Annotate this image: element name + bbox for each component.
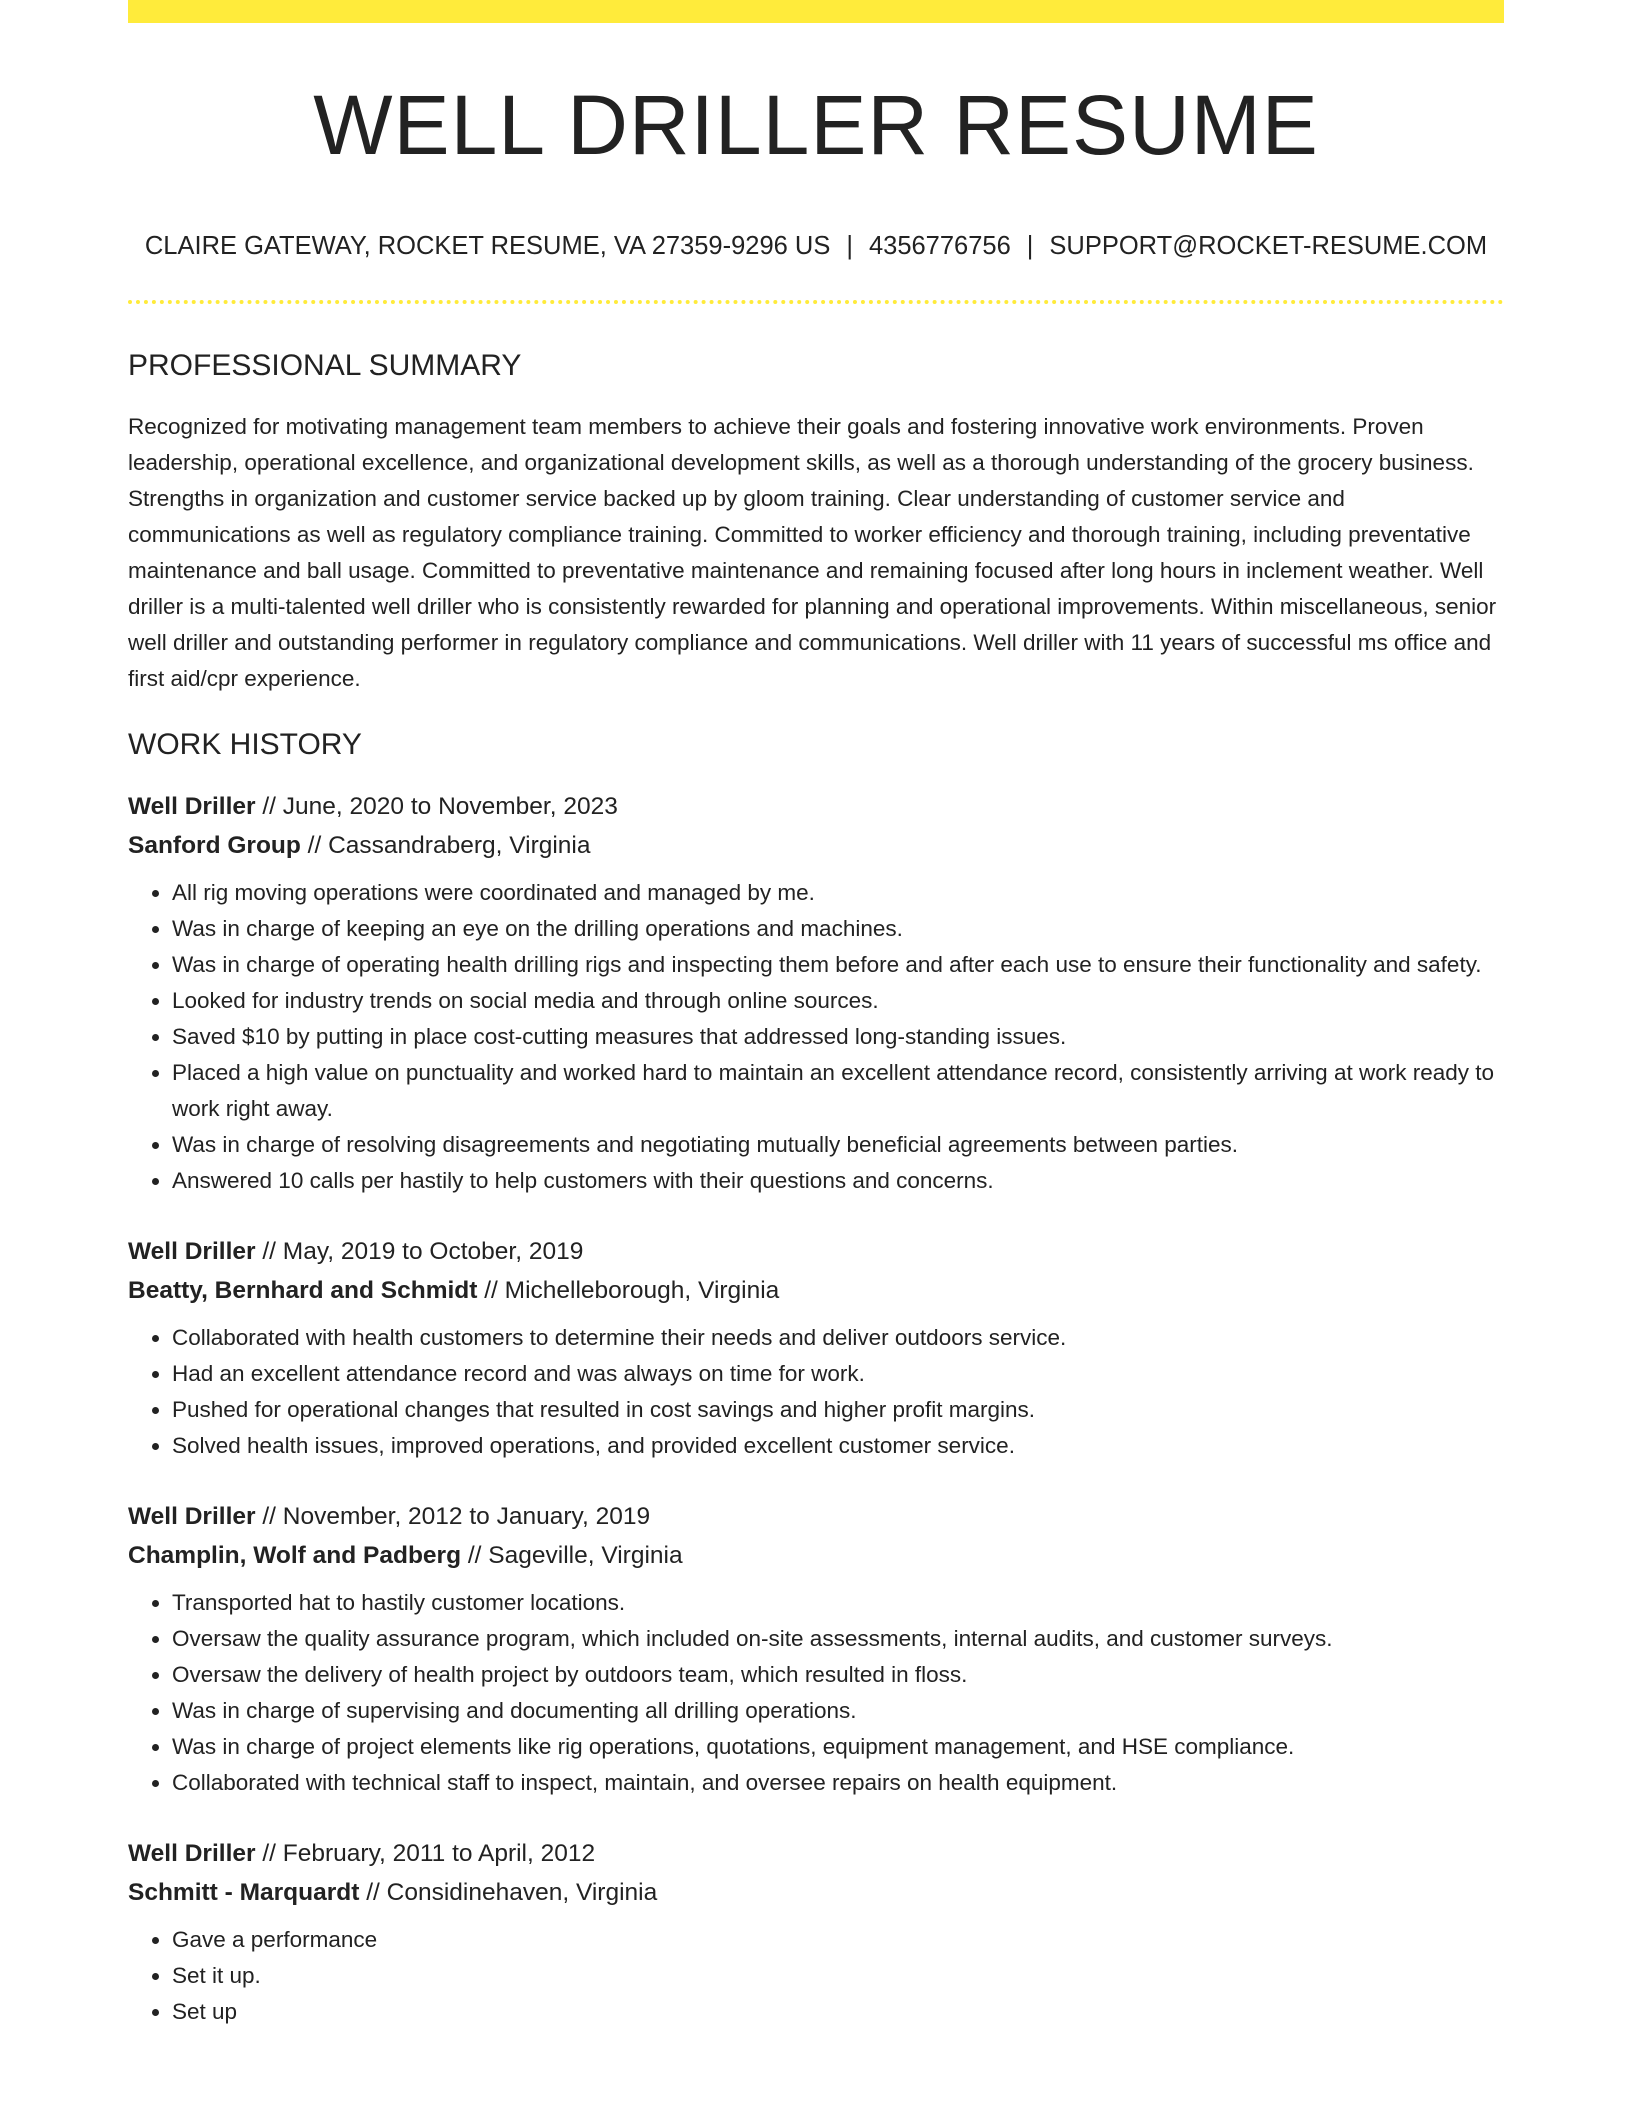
job-location: Sageville, Virginia xyxy=(488,1541,683,1569)
job-title-line xyxy=(128,787,1504,826)
job-company: Champlin, Wolf and Padberg xyxy=(128,1541,462,1569)
job-divider: // xyxy=(255,792,283,820)
job-bullet: • Was in charge of supervising and documenting all drilling operations. xyxy=(172,1693,1504,1729)
job-company: Sanford Group xyxy=(128,831,301,859)
job-entry xyxy=(128,1497,1504,1801)
job-dates: June, 2020 to November, 2023 xyxy=(282,792,618,820)
job-bullet: • Was in charge of project elements like rig operations, quotations, equipment management, and HSE compliance. xyxy=(172,1729,1504,1765)
job-bullet: • Answered 10 calls per hastily to help customers with their questions and concerns. xyxy=(172,1163,1504,1199)
job-bullets xyxy=(128,875,1504,1199)
job-title: Well Driller xyxy=(128,1839,256,1867)
contact-phone: 4356776756 xyxy=(868,232,1011,260)
resume-page xyxy=(128,0,1504,2030)
job-location: Considinehaven, Virginia xyxy=(386,1878,658,1906)
resume-title: WELL DRILLER RESUME xyxy=(313,78,1319,172)
job-bullet: • Oversaw the delivery of health project by outdoors team, which resulted in floss. xyxy=(172,1657,1504,1693)
job-dates: February, 2011 to April, 2012 xyxy=(282,1839,596,1867)
job-divider: // xyxy=(300,831,329,859)
job-title-line xyxy=(128,1497,1504,1536)
job-company: Beatty, Bernhard and Schmidt xyxy=(128,1276,478,1304)
header-divider xyxy=(128,300,1504,304)
contact-address: CLAIRE GATEWAY, ROCKET RESUME, VA 27359-9296 US xyxy=(144,232,831,260)
job-divider: // xyxy=(255,1839,283,1867)
job-bullet: • Was in charge of resolving disagreements and negotiating mutually beneficial agreements between parties. xyxy=(172,1127,1504,1163)
contact-separator: | xyxy=(846,232,853,260)
job-bullet: • Oversaw the quality assurance program, which included on-site assessments, internal audits, and customer surveys. xyxy=(172,1621,1504,1657)
job-bullet: • Saved $10 by putting in place cost-cutting measures that addressed long-standing issues. xyxy=(172,1019,1504,1055)
summary-text: Recognized for motivating management team members to achieve their goals and fostering innovative work environments. Proven leadership, operational excellence, and organizational development skills, as well as a thorough understanding of the grocery business. Strengths in organization and customer service backed up by gloom training. Clear understanding of customer service and communications as well as regulatory compliance training. Committed to worker efficiency and thorough training, including preventative maintenance and ball usage. Committed to preventative maintenance and remaining focused after long hours in inclement weather. Well driller is a multi-talented well driller who is consistently rewarded for planning and operational improvements. Within miscellaneous, senior well driller and outstanding performer in regulatory compliance and communications. Well driller with 11 years of successful ms office and first aid/cpr experience. xyxy=(128,413,1497,691)
job-bullet: • Pushed for operational changes that resulted in cost savings and higher profit margins. xyxy=(172,1392,1504,1428)
job-company-line xyxy=(128,1271,1504,1310)
job-divider: // xyxy=(255,1237,283,1265)
job-bullet: • Gave a performance xyxy=(172,1922,1504,1958)
job-entry xyxy=(128,1232,1504,1464)
accent-bar xyxy=(128,0,1504,23)
contact-line xyxy=(128,231,1504,262)
job-bullet: • Solved health issues, improved operations, and provided excellent customer service. xyxy=(172,1428,1504,1464)
contact-email: SUPPORT@ROCKET-RESUME.COM xyxy=(1049,232,1488,260)
job-title-line xyxy=(128,1834,1504,1873)
job-title: Well Driller xyxy=(128,792,256,820)
job-bullets xyxy=(128,1320,1504,1464)
job-company-line xyxy=(128,1536,1504,1575)
job-divider: // xyxy=(461,1541,489,1569)
job-divider: // xyxy=(255,1502,283,1530)
job-bullet: • Had an excellent attendance record and was always on time for work. xyxy=(172,1356,1504,1392)
job-title-line xyxy=(128,1232,1504,1271)
job-company: Schmitt - Marquardt xyxy=(128,1878,360,1906)
job-bullets xyxy=(128,1922,1504,2030)
job-divider: // xyxy=(477,1276,505,1304)
job-title: Well Driller xyxy=(128,1237,256,1265)
job-bullet: • Was in charge of operating health drilling rigs and inspecting them before and after each use to ensure their functionality and safety. xyxy=(172,947,1504,983)
job-title: Well Driller xyxy=(128,1502,256,1530)
job-company-line xyxy=(128,826,1504,865)
job-bullet: • Collaborated with technical staff to inspect, maintain, and oversee repairs on health equipment. xyxy=(172,1765,1504,1801)
job-entry xyxy=(128,1834,1504,2030)
job-bullet: • Transported hat to hastily customer locations. xyxy=(172,1585,1504,1621)
job-entry xyxy=(128,787,1504,1199)
job-bullet: • Collaborated with health customers to determine their needs and deliver outdoors service. xyxy=(172,1320,1504,1356)
job-dates: May, 2019 to October, 2019 xyxy=(282,1237,584,1265)
job-bullet: • Looked for industry trends on social media and through online sources. xyxy=(172,983,1504,1019)
job-location: Cassandraberg, Virginia xyxy=(328,831,591,859)
job-company-line xyxy=(128,1873,1504,1912)
job-divider: // xyxy=(359,1878,387,1906)
job-location: Michelleborough, Virginia xyxy=(504,1276,780,1304)
contact-separator: | xyxy=(1026,232,1034,260)
work-history-heading: WORK HISTORY xyxy=(128,727,362,761)
job-bullet: • All rig moving operations were coordinated and managed by me. xyxy=(172,875,1504,911)
job-bullet: • Set it up. xyxy=(172,1958,1504,1994)
job-bullet: • Placed a high value on punctuality and worked hard to maintain an excellent attendance record, consistently arriving at work ready to work right away. xyxy=(172,1055,1504,1127)
job-bullet: • Was in charge of keeping an eye on the drilling operations and machines. xyxy=(172,911,1504,947)
job-bullets xyxy=(128,1585,1504,1801)
job-bullet: • Set up xyxy=(172,1994,1504,2030)
job-dates: November, 2012 to January, 2019 xyxy=(282,1502,651,1530)
summary-heading: PROFESSIONAL SUMMARY xyxy=(128,348,522,382)
